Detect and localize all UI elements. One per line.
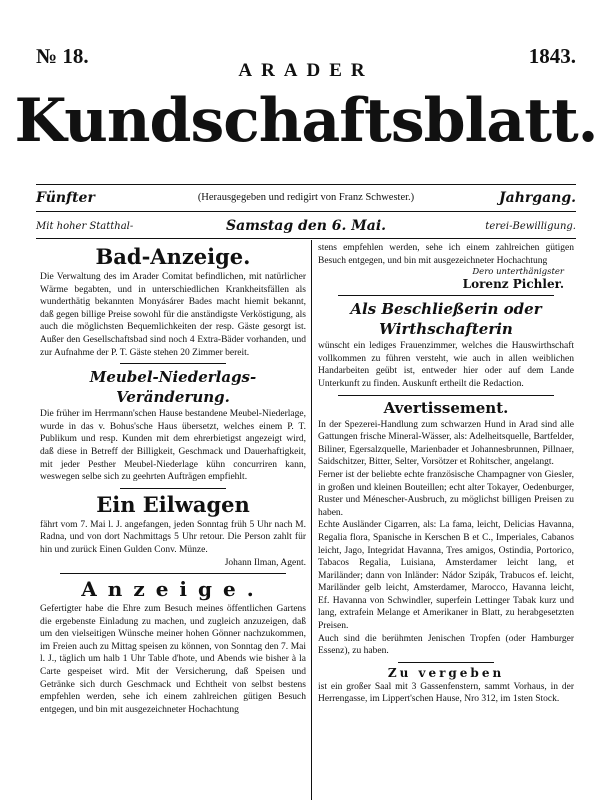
avertissement-text-1: In der Spezerei-Handlung zum schwarzen Hund in Arad sind alle Gattungen frische Mineral-Wässer, als: Adelheitsquelle, Bartfelder, Biliner, Egersalzquelle, Marienbader et Johannesbrunnen, Pillnaer, Saidschitzer, Bitter, Selter, Vorsötzer et Rohitscher, angelangt. [318,419,574,468]
editor-line: (Herausgegeben und redigirt von Franz Schwester.) [197,192,415,203]
permission-left: Mit hoher Statthal- [36,221,134,232]
masthead-rule-top [36,184,576,185]
separator [338,295,554,296]
meubel-heading: Meubel-Niederlags-Veränderung. [89,368,257,407]
anzeige-continuation: stens empfehlen werden, sehe ich einem zahlreichen gütigen Besuch entgegen, und bin mit ausgezeichneter Hochachtung [318,243,574,266]
bad-anzeige-heading: Bad-Anzeige. [95,244,251,269]
vergeben-text: ist ein großer Saal mit 3 Gassenfenstern, sammt Vorhaus, in der Herrengasse, im Lippert'schen Hause, Nro 312, im 1sten Stock. [318,681,574,705]
separator [338,395,554,396]
separator [120,363,226,364]
volume-label: Jahrgang. [499,190,576,206]
avertissement-text-2: Ferner ist der beliebte echte französische Champagner von Giesler, in großen und kleinen Bouteillen; echt alter Tokayer, Oedenburger, Ruster und Ménescher-Ausbruch, zu möglichst billigen Preisen zu haben. [318,469,574,518]
separator [120,488,226,489]
meubel-text: Die früher im Herrmann'schen Hause bestandene Meubel-Niederlage, wurde in das v. Bohus'sche Haus übersetzt, welches einem P. T. Publikum und resp. Kunden mit dem ehrerbietigst angezeigt wird, daß diese in Betreff der Billigkeit, Geschmack und Dauerhaftigkeit, mit jeder Pesther Meubel-Niederlage kühn concurriren kann, weswegen selbe sich zu geehrten Aufträgen empfiehlt. [40,409,306,483]
masthead-rule-middle [36,211,576,212]
anzeige-heading: Anzeige. [81,577,265,602]
avertissement-text-3: Echte Ausländer Cigarren, als: La fama, leicht, Delicias Havanna, Regalia flora, Spanische in Kerschen B et C., Imperiales, Cabanos leicht, Jago, Integridat Havanna, Tres amigos, Ostindia, Portorico, Tabacos Regalia, Luisiana, Amsterdamer leicht lang, et Mariländer; dann von Inländer: Nádor Szipák, Trabucos ef. leicht, Mariländer gelb leicht, Amsterdamer, Marocco, Havanna leicht, Ef. Havanna von Schwindler, superfein Lettinger Tabak kurz und lang, extrafein Melange et Amerikaner in Blatt, zu herabgesetzten Preisen. [318,520,574,632]
issue-year: 1843. [528,44,576,68]
permission-right: terei-Bewilligung. [485,221,576,232]
eilwagen-heading: Ein Eilwagen [96,491,250,517]
issue-number: № 18. [36,44,89,68]
vergeben-heading: Zu vergeben [387,665,505,680]
left-column [40,242,306,798]
signature-pre: Dero unterthänigster [472,267,564,278]
avertissement-text-4: Auch sind die berühmten Jenischen Tropfen (oder Hamburger Essenz), zu haben. [318,633,574,657]
newspaper-title: Kundschaftsblatt. [14,86,598,156]
separator [60,573,286,574]
volume-ordinal: Fünfter [36,190,95,206]
pre-title: ARADER [238,60,374,81]
column-divider [311,240,312,800]
masthead-rule-bottom [36,238,576,239]
separator [398,662,494,663]
eilwagen-signature: Johann Ilman, Agent. [224,557,306,568]
anzeige-text: Gefertigter habe die Ehre zum Besuch meines öffentlichen Gartens die ergebenste Einladung zu machen, und zugleich anzuzeigen, daß um den vielseitigen Wünsche meiner hohen Gönner nachzukommen, im Freien auch zu Mittag speisen zu können, von Sonntag den 7. Mai l. J., täglich um halb 1 Uhr Table d'hote, und Abends wie bisher à la Carte gespeiset wird. Mit der Versicherung, daß Speisen und Getränke sich durch Geschmack und Echtheit von selbst bestens empfehlen werden, sehe ich einem zahlreichen gütigen Besuch entgegen, und bin mit ausgezeichneter Hochachtung [40,604,306,715]
beschliesserin-text: wünscht ein lediges Frauenzimmer, welches die Hauswirthschaft vollkommen zu führen versteht, wie auch in allen weiblichen Handarbeiten geübt ist, entweder hier oder auf dem Lande Unterkunft zu finden. Auskunft ertheilt die Redaction. [318,341,574,389]
eilwagen-text: fährt vom 7. Mai l. J. angefangen, jeden Sonntag früh 5 Uhr nach M. Radna, und von dort Nachmittags 5 Uhr retour. Die Person zahlt für hin und zurück Einen Gulden Conv. Münze. [40,519,306,555]
signature-name: Lorenz Pichler. [462,277,564,292]
bad-anzeige-text: Die Verwaltung des im Arader Comitat befindlichen, mit natürlicher Wärme begabten, und in unterschiedlichen Krankheitsfällen als wunderthätig bekannten Monyásárer Bades macht hiemit bekannt, daß gegen billige Preise sowohl für die anständigste Verköstigung, als auch die möglichsten Bequemlichkeiten der resp. Gäste gesorgt ist. Außer den Gesellschaftsbad sind noch 4 Extra-Bäder vorhanden, und zur Aufnahme der P. T. Gäste stehen 20 Zimmer bereit. [40,272,306,358]
issue-date: Samstag den 6. Mai. [225,218,387,234]
avertissement-heading: Avertissement. [383,398,509,417]
right-column [318,242,574,798]
beschliesserin-heading: Als Beschließerin oder Wirthschafterin [350,300,542,339]
